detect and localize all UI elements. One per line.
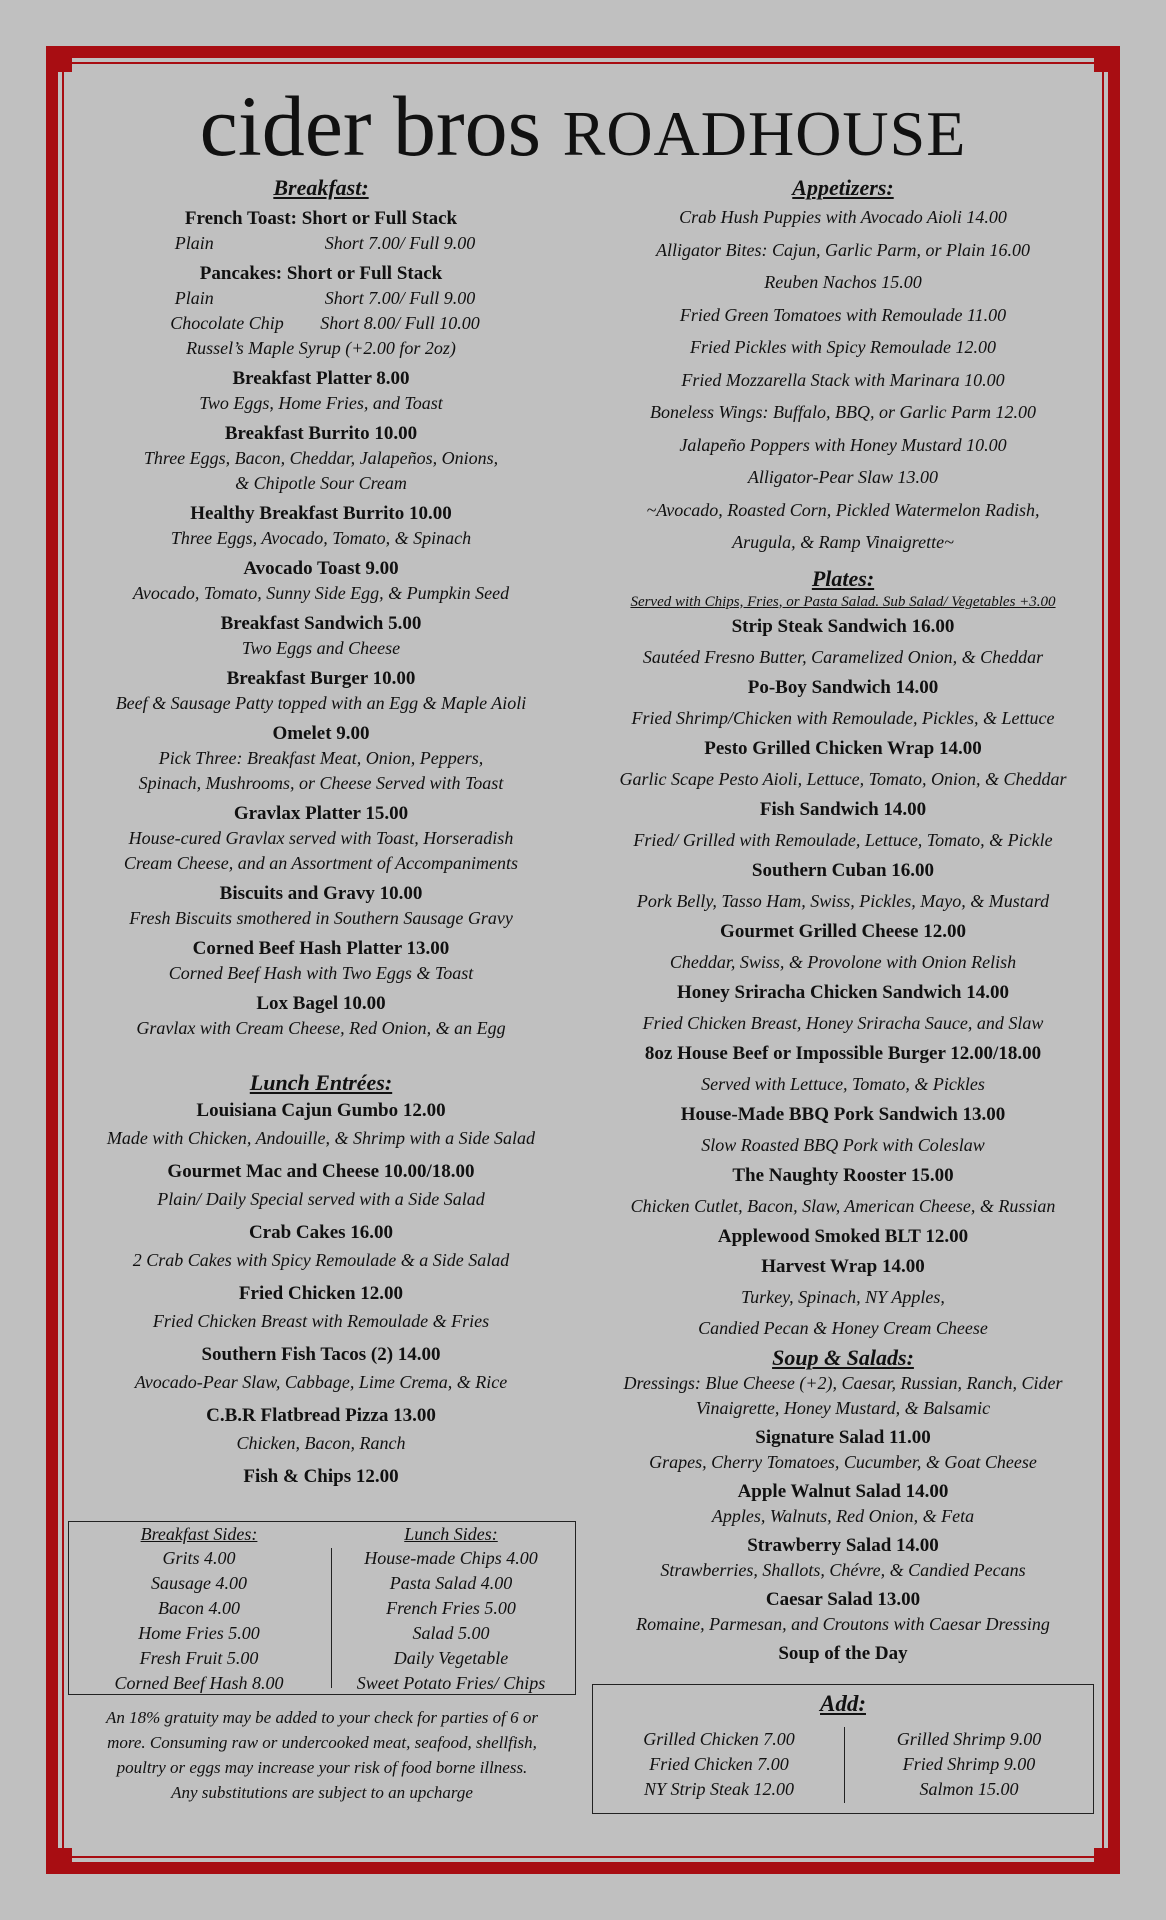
menu-item bbox=[68, 502, 574, 551]
breakfast-sides-heading: Breakfast Sides: bbox=[140, 1524, 258, 1544]
item-name: Fish Sandwich 14.00 bbox=[759, 798, 927, 820]
plates-note: Served with Chips, Fries, or Pasta Salad. Sub Salad/ Vegetables +3.00 bbox=[630, 593, 1056, 610]
dressings-line: Vinaigrette, Honey Mustard, & Balsamic bbox=[695, 1397, 991, 1418]
item-name: Applewood Smoked BLT 12.00 bbox=[717, 1225, 969, 1247]
menu-item bbox=[68, 612, 574, 661]
menu-item bbox=[590, 917, 1096, 978]
frame-top-bar bbox=[80, 46, 1086, 56]
price-row-label: Plain bbox=[174, 233, 214, 253]
add-item: NY Strip Steak 12.00 bbox=[643, 1779, 794, 1799]
appetizers-heading: Appetizers: bbox=[792, 175, 894, 200]
menu-item bbox=[590, 795, 1096, 856]
item-name: Lox Bagel 10.00 bbox=[256, 993, 386, 1014]
item-description: Sautéed Fresno Butter, Caramelized Onion, & Cheddar bbox=[642, 646, 1044, 667]
add-box bbox=[592, 1684, 1094, 1814]
menu-item bbox=[590, 1426, 1096, 1475]
frame-corner-top-left bbox=[46, 46, 72, 72]
footer-line: An 18% gratuity may be added to your check for parties of 6 or bbox=[105, 1708, 538, 1727]
item-description: Three Eggs, Avocado, Tomato, & Spinach bbox=[170, 528, 472, 548]
menu-item bbox=[590, 1642, 1096, 1666]
menu-item bbox=[590, 1100, 1096, 1161]
item-name: Gravlax Platter 15.00 bbox=[233, 803, 409, 824]
restaurant-name: cider bros bbox=[199, 78, 542, 174]
add-item: Grilled Shrimp 9.00 bbox=[896, 1729, 1042, 1749]
appetizer-item: Fried Pickles with Spicy Remoulade 12.00 bbox=[690, 337, 996, 357]
appetizer-item: Jalapeño Poppers with Honey Mustard 10.00 bbox=[679, 434, 1007, 455]
side-item: Corned Beef Hash 8.00 bbox=[114, 1673, 284, 1693]
add-item: Grilled Chicken 7.00 bbox=[643, 1729, 795, 1749]
item-name: Omelet 9.00 bbox=[272, 723, 370, 744]
item-description: Fried/ Grilled with Remoulade, Lettuce, Tomato, & Pickle bbox=[633, 829, 1053, 850]
side-item: Daily Vegetable bbox=[393, 1648, 509, 1668]
item-description: Made with Chicken, Andouille, & Shrimp with a Side Salad bbox=[106, 1128, 536, 1148]
item-description: Avocado-Pear Slaw, Cabbage, Lime Crema, & Rice bbox=[134, 1372, 508, 1392]
item-name: Healthy Breakfast Burrito 10.00 bbox=[190, 503, 452, 524]
price-row-label: Plain bbox=[174, 288, 214, 308]
breakfast-sides-list bbox=[73, 1546, 325, 1696]
menu-item bbox=[590, 1534, 1096, 1583]
right-column bbox=[590, 174, 1096, 1666]
appetizer-item: Fried Mozzarella Stack with Marinara 10.00 bbox=[681, 369, 1005, 390]
side-item: Bacon 4.00 bbox=[158, 1598, 240, 1618]
left-column bbox=[68, 174, 574, 1497]
menu-item bbox=[68, 802, 574, 876]
menu-item bbox=[590, 734, 1096, 795]
lunch-sides bbox=[325, 1522, 577, 1696]
item-name: Harvest Wrap 14.00 bbox=[761, 1255, 925, 1277]
salads-heading: Soup & Salads: bbox=[772, 1344, 914, 1370]
item-description: Candied Pecan & Honey Cream Cheese bbox=[698, 1317, 988, 1338]
appetizer-item: Boneless Wings: Buffalo, BBQ, or Garlic Parm 12.00 bbox=[650, 402, 1036, 422]
item-description: Two Eggs, Home Fries, and Toast bbox=[199, 393, 443, 413]
menu-item bbox=[68, 1403, 574, 1457]
lunch-sides-list bbox=[325, 1546, 577, 1696]
frame-corner-bottom-left bbox=[46, 1848, 72, 1874]
restaurant-name-caps: ROADHOUSE bbox=[562, 98, 967, 169]
item-description: Gravlax with Cream Cheese, Red Onion, & an Egg bbox=[136, 1018, 506, 1038]
restaurant-title bbox=[0, 76, 1166, 184]
item-description: Strawberries, Shallots, Chévre, & Candied Pecans bbox=[660, 1559, 1026, 1580]
item-description: Fresh Biscuits smothered in Southern Sausage Gravy bbox=[129, 908, 513, 928]
add-heading: Add: bbox=[820, 1691, 866, 1716]
menu-item bbox=[68, 1220, 574, 1274]
sides-box bbox=[68, 1521, 576, 1695]
item-description: Corned Beef Hash with Two Eggs & Toast bbox=[168, 963, 474, 983]
item-name: Fish & Chips 12.00 bbox=[243, 1466, 399, 1487]
appetizer-item: Crab Hush Puppies with Avocado Aioli 14.00 bbox=[679, 207, 1007, 227]
price-row-price: Short 7.00/ Full 9.00 bbox=[324, 288, 476, 308]
item-name: Breakfast Burger 10.00 bbox=[226, 668, 416, 689]
menu-item bbox=[68, 667, 574, 716]
side-item: Fresh Fruit 5.00 bbox=[139, 1648, 259, 1668]
menu-item bbox=[590, 612, 1096, 673]
dressings-line: Dressings: Blue Cheese (+2), Caesar, Russian, Ranch, Cider bbox=[623, 1372, 1063, 1393]
item-description: Garlic Scape Pesto Aioli, Lettuce, Tomato, Onion, & Cheddar bbox=[619, 768, 1067, 789]
plates-list bbox=[590, 612, 1096, 1344]
item-name: Signature Salad 11.00 bbox=[755, 1426, 931, 1448]
item-description: 2 Crab Cakes with Spicy Remoulade & a Side Salad bbox=[132, 1250, 510, 1270]
menu-item bbox=[590, 1252, 1096, 1344]
item-name: C.B.R Flatbread Pizza 13.00 bbox=[206, 1405, 436, 1426]
appetizer-item: Fried Green Tomatoes with Remoulade 11.00 bbox=[679, 304, 1007, 325]
menu-item bbox=[68, 722, 574, 796]
appetizer-item: Arugula, & Ramp Vinaigrette~ bbox=[732, 532, 954, 552]
menu-item bbox=[590, 1222, 1096, 1252]
menu-item bbox=[68, 367, 574, 416]
item-description: Pork Belly, Tasso Ham, Swiss, Pickles, Mayo, & Mustard bbox=[636, 890, 1050, 911]
item-description: & Chipotle Sour Cream bbox=[235, 473, 407, 493]
item-name: French Toast: Short or Full Stack bbox=[184, 208, 458, 229]
item-description: Grapes, Cherry Tomatoes, Cucumber, & Goat Cheese bbox=[649, 1451, 1037, 1472]
breakfast-sides bbox=[73, 1522, 325, 1696]
item-name: Pesto Grilled Chicken Wrap 14.00 bbox=[704, 737, 982, 759]
item-description: Romaine, Parmesan, and Croutons with Caesar Dressing bbox=[636, 1613, 1050, 1634]
side-item: Home Fries 5.00 bbox=[138, 1623, 260, 1643]
item-name: Honey Sriracha Chicken Sandwich 14.00 bbox=[676, 981, 1009, 1003]
add-item: Salmon 15.00 bbox=[919, 1779, 1019, 1799]
menu-item bbox=[68, 882, 574, 931]
item-description: Two Eggs and Cheese bbox=[241, 638, 401, 658]
item-name: Breakfast Burrito 10.00 bbox=[224, 423, 418, 444]
item-description: Chicken, Bacon, Ranch bbox=[236, 1433, 406, 1453]
side-item: Sweet Potato Fries/ Chips bbox=[356, 1673, 546, 1693]
footer-notice bbox=[68, 1705, 576, 1805]
price-row-price: Short 7.00/ Full 9.00 bbox=[324, 233, 476, 253]
menu-item bbox=[68, 1098, 574, 1152]
side-item: Grits 4.00 bbox=[162, 1548, 236, 1568]
item-name: The Naughty Rooster 15.00 bbox=[732, 1164, 954, 1186]
menu-item bbox=[68, 992, 574, 1041]
item-name: 8oz House Beef or Impossible Burger 12.00/18.00 bbox=[644, 1042, 1042, 1064]
item-description: Chicken Cutlet, Bacon, Slaw, American Cheese, & Russian bbox=[630, 1195, 1056, 1216]
item-name: Southern Fish Tacos (2) 14.00 bbox=[201, 1344, 441, 1365]
item-description: Cheddar, Swiss, & Provolone with Onion Relish bbox=[669, 951, 1017, 972]
appetizer-item: Alligator Bites: Cajun, Garlic Parm, or Plain 16.00 bbox=[656, 239, 1030, 260]
menu-item bbox=[68, 422, 574, 496]
price-row-price: Short 8.00/ Full 10.00 bbox=[320, 313, 480, 333]
item-description: Turkey, Spinach, NY Apples, bbox=[741, 1286, 945, 1307]
add-right-list bbox=[845, 1727, 1093, 1802]
side-item: French Fries 5.00 bbox=[386, 1598, 516, 1618]
plates-heading: Plates: bbox=[811, 565, 875, 591]
item-description: Plain/ Daily Special served with a Side Salad bbox=[157, 1189, 485, 1209]
menu-item bbox=[590, 1480, 1096, 1529]
side-item: House-made Chips 4.00 bbox=[364, 1548, 538, 1568]
item-description: Spinach, Mushrooms, or Cheese Served with Toast bbox=[138, 773, 504, 793]
breakfast-list bbox=[68, 207, 574, 1041]
item-description: Three Eggs, Bacon, Cheddar, Jalapeños, Onions, bbox=[143, 448, 499, 468]
item-description: House-cured Gravlax served with Toast, Horseradish bbox=[128, 828, 514, 848]
menu-item bbox=[590, 978, 1096, 1039]
price-row bbox=[68, 231, 574, 256]
frame-bottom-bar bbox=[80, 1864, 1086, 1874]
appetizer-item: Reuben Nachos 15.00 bbox=[764, 272, 922, 292]
menu-item bbox=[68, 1159, 574, 1213]
item-description: Apples, Walnuts, Red Onion, & Feta bbox=[711, 1505, 975, 1526]
item-description: Fried Chicken Breast with Remoulade & Fries bbox=[152, 1311, 490, 1331]
price-row bbox=[68, 286, 574, 311]
menu-item bbox=[68, 262, 574, 361]
footer-line: poultry or eggs may increase your risk of food borne illness. bbox=[116, 1758, 528, 1777]
item-name: Crab Cakes 16.00 bbox=[248, 1222, 394, 1243]
menu-item bbox=[68, 557, 574, 606]
item-description: Cream Cheese, and an Assortment of Accompaniments bbox=[123, 853, 519, 873]
appetizer-item: ~Avocado, Roasted Corn, Pickled Watermelon Radish, bbox=[646, 499, 1040, 520]
price-row bbox=[68, 311, 574, 336]
side-item: Salad 5.00 bbox=[412, 1623, 490, 1643]
item-description: Fried Chicken Breast, Honey Sriracha Sauce, and Slaw bbox=[642, 1012, 1044, 1033]
salad-dressings bbox=[590, 1371, 1096, 1421]
footer-line: more. Consuming raw or undercooked meat, seafood, shellfish, bbox=[107, 1733, 537, 1752]
add-item: Fried Shrimp 9.00 bbox=[902, 1754, 1036, 1774]
appetizer-item: Alligator-Pear Slaw 13.00 bbox=[747, 467, 939, 487]
breakfast-heading: Breakfast: bbox=[273, 175, 369, 200]
menu-item bbox=[68, 937, 574, 986]
price-row-label: Chocolate Chip bbox=[170, 313, 284, 333]
item-name: Soup of the Day bbox=[778, 1642, 908, 1664]
item-name: Avocado Toast 9.00 bbox=[243, 558, 399, 579]
salads-list bbox=[590, 1426, 1096, 1666]
item-description: Slow Roasted BBQ Pork with Coleslaw bbox=[701, 1134, 985, 1155]
item-description: Pick Three: Breakfast Meat, Onion, Peppers, bbox=[158, 748, 484, 768]
item-name: Strip Steak Sandwich 16.00 bbox=[731, 615, 955, 637]
item-description: Served with Lettuce, Tomato, & Pickles bbox=[701, 1073, 985, 1094]
item-name: Breakfast Sandwich 5.00 bbox=[220, 613, 422, 634]
item-name: Biscuits and Gravy 10.00 bbox=[219, 883, 423, 904]
item-name: Gourmet Grilled Cheese 12.00 bbox=[720, 920, 966, 942]
menu-item bbox=[590, 1161, 1096, 1222]
item-name: Apple Walnut Salad 14.00 bbox=[737, 1480, 949, 1502]
item-name: Strawberry Salad 14.00 bbox=[747, 1534, 939, 1556]
frame-corner-bottom-right bbox=[1094, 1848, 1120, 1874]
lunch-sides-heading: Lunch Sides: bbox=[404, 1524, 498, 1544]
footer-line: Any substitutions are subject to an upcharge bbox=[171, 1783, 473, 1802]
lunch-heading: Lunch Entrées: bbox=[249, 1070, 393, 1095]
item-description: Fried Shrimp/Chicken with Remoulade, Pickles, & Lettuce bbox=[631, 707, 1055, 728]
add-item: Fried Chicken 7.00 bbox=[649, 1754, 789, 1774]
menu-item bbox=[590, 1588, 1096, 1637]
add-left-list bbox=[595, 1727, 843, 1802]
item-name: Gourmet Mac and Cheese 10.00/18.00 bbox=[167, 1161, 475, 1182]
menu-item bbox=[68, 1342, 574, 1396]
menu-item bbox=[68, 1464, 574, 1490]
menu-item bbox=[68, 207, 574, 256]
frame-corner-top-right bbox=[1094, 46, 1120, 72]
item-description: Russel’s Maple Syrup (+2.00 for 2oz) bbox=[186, 338, 456, 358]
side-item: Sausage 4.00 bbox=[151, 1573, 247, 1593]
appetizers-list bbox=[590, 201, 1096, 559]
menu-item bbox=[68, 1281, 574, 1335]
lunch-list bbox=[68, 1098, 574, 1490]
item-name: Louisiana Cajun Gumbo 12.00 bbox=[196, 1100, 446, 1121]
item-description: Beef & Sausage Patty topped with an Egg & Maple Aioli bbox=[115, 693, 527, 713]
menu-item bbox=[590, 673, 1096, 734]
menu-item bbox=[590, 856, 1096, 917]
item-name: House-Made BBQ Pork Sandwich 13.00 bbox=[680, 1103, 1006, 1125]
side-item: Pasta Salad 4.00 bbox=[389, 1573, 513, 1593]
item-name: Caesar Salad 13.00 bbox=[765, 1588, 921, 1610]
menu-item bbox=[590, 1039, 1096, 1100]
item-name: Pancakes: Short or Full Stack bbox=[199, 263, 443, 284]
item-name: Fried Chicken 12.00 bbox=[238, 1283, 404, 1304]
item-name: Southern Cuban 16.00 bbox=[751, 859, 935, 881]
item-description: Avocado, Tomato, Sunny Side Egg, & Pumpkin Seed bbox=[132, 583, 510, 603]
item-name: Breakfast Platter 8.00 bbox=[232, 368, 410, 389]
item-name: Po-Boy Sandwich 14.00 bbox=[747, 676, 939, 698]
item-name: Corned Beef Hash Platter 13.00 bbox=[192, 938, 450, 959]
